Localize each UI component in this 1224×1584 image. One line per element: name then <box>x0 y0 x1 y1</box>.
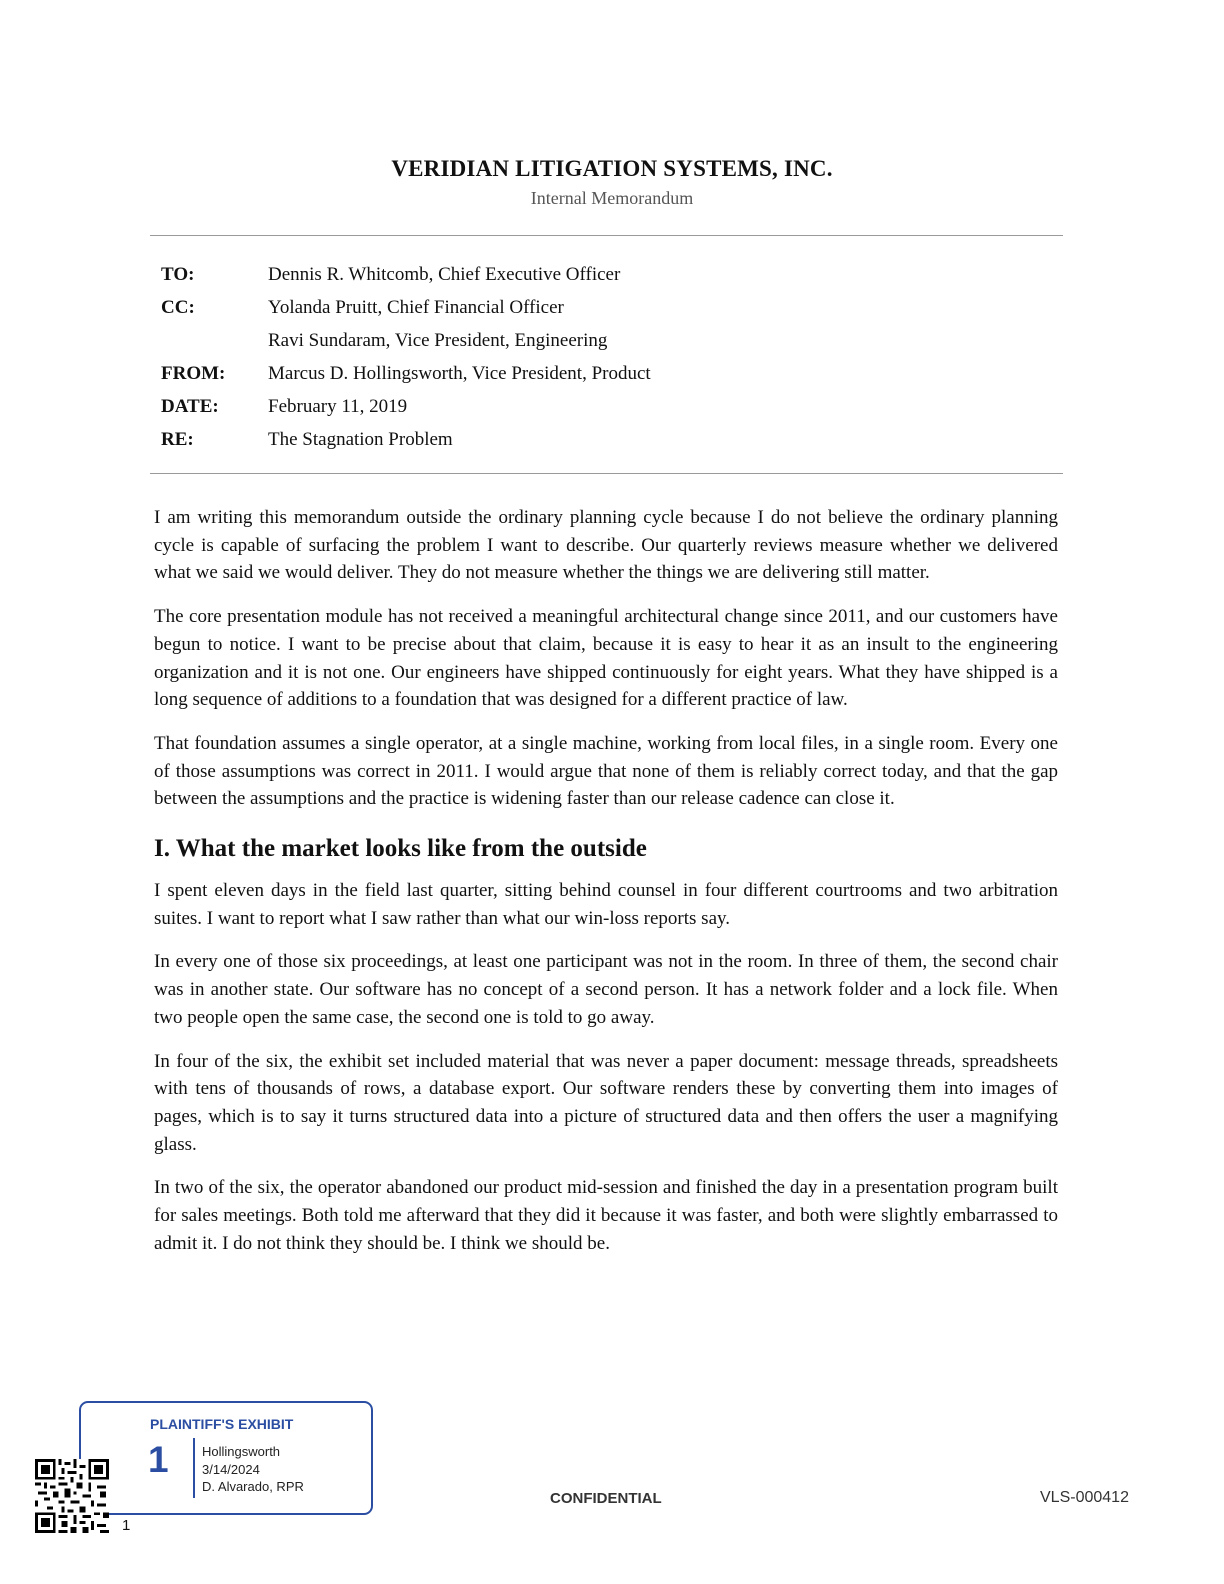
re-value: The Stagnation Problem <box>268 429 453 450</box>
cc-row-2 <box>161 328 651 361</box>
body-paragraph-1: I am writing this memorandum outside the ordinary planning cycle because I do not believe the ordinary planning cycle is capable of surfacing the problem I want to describe. Our quarterly reviews measure whether we delivered what we said we would deliver. They do not measure whether the things we are delivering still matter. <box>154 507 1058 584</box>
company-name: VERIDIAN LITIGATION SYSTEMS, INC. <box>391 156 833 181</box>
cc-label-blank <box>161 328 268 361</box>
section-heading-1: I. What the market looks like from the outside <box>154 835 647 863</box>
date-row <box>161 394 651 427</box>
bates-number: VLS-000412 <box>1040 1489 1129 1506</box>
exhibit-witness: Hollingsworth <box>202 1444 281 1459</box>
to-row <box>161 262 651 295</box>
exhibit-details <box>202 1443 304 1496</box>
body-paragraph-3: That foundation assumes a single operator, at a single machine, working from local files, in a single room. Every one of those assumptions was correct in 2011. I would argue that none of them is reliably correct today, and that the gap between the assumptions and the practice is widening faster than our release cadence can close it. <box>154 732 1058 810</box>
from-value: Marcus D. Hollingsworth, Vice President, Product <box>268 363 651 384</box>
from-row <box>161 361 651 394</box>
cc-value-2: Ravi Sundaram, Vice President, Engineering <box>268 330 608 351</box>
header-top-rule <box>150 235 1063 236</box>
body-paragraph-2: The core presentation module has not received a meaningful architectural change since 2011, and our customers have begun to notice. I want to be precise about that claim, because it is easy to hear it as an insult to the engineering organization and it is not one. Our engineers have shipped continuously for eight years. What they have shipped is a long sequence of additions to a foundation that was designed for a different practice of law. <box>154 606 1058 711</box>
to-value: Dennis R. Whitcomb, Chief Executive Officer <box>268 264 621 285</box>
to-label: TO: <box>161 264 195 285</box>
from-label: FROM: <box>161 363 226 384</box>
memo-body <box>154 504 1058 1273</box>
cc-value-1: Yolanda Pruitt, Chief Financial Officer <box>268 297 564 318</box>
exhibit-divider <box>193 1438 195 1498</box>
cc-label: CC: <box>161 297 195 318</box>
body-paragraph-7: In two of the six, the operator abandoned our product mid-session and finished the day in a presentation program built for sales meetings. Both told me afterward that they did it because it was faster, and both were slightly embarrassed to admit it. I do not think they should be. I think we should be. <box>154 1177 1058 1254</box>
re-row <box>161 427 651 460</box>
header-bottom-rule <box>150 473 1063 474</box>
qr-code-icon <box>35 1459 109 1533</box>
memo-subtitle: Internal Memorandum <box>530 188 694 208</box>
cc-row <box>161 295 651 328</box>
exhibit-reporter: D. Alvarado, RPR <box>202 1479 304 1494</box>
date-label: DATE: <box>161 396 219 417</box>
re-label: RE: <box>161 429 194 450</box>
page-number: 1 <box>122 1517 131 1534</box>
body-paragraph-6: In four of the six, the exhibit set included material that was never a paper document: message threads, spreadsheets with tens of thousands of rows, a database export. Our software renders these by converting them into images of pages, which is to say it turns structured data into a picture of structured data and then offers the user a magnifying glass. <box>154 1050 1058 1155</box>
memo-header <box>161 262 651 460</box>
body-paragraph-5: In every one of those six proceedings, at least one participant was not in the room. In three of them, the second chair was in another state. Our software has no concept of a second person. It has a network folder and a lock file. When two people open the same case, the second one is told to go away. <box>154 951 1058 1028</box>
body-paragraph-4: I spent eleven days in the field last quarter, sitting behind counsel in four different courtrooms and two arbitration suites. I want to report what I saw rather than what our win-loss reports say. <box>154 880 1058 929</box>
confidential-label: CONFIDENTIAL <box>550 1490 662 1507</box>
exhibit-date: 3/14/2024 <box>202 1461 260 1477</box>
exhibit-title: PLAINTIFF'S EXHIBIT <box>150 1416 294 1432</box>
date-value: February 11, 2019 <box>268 396 408 417</box>
exhibit-number: 1 <box>148 1439 169 1480</box>
exhibit-sticker <box>79 1401 373 1515</box>
